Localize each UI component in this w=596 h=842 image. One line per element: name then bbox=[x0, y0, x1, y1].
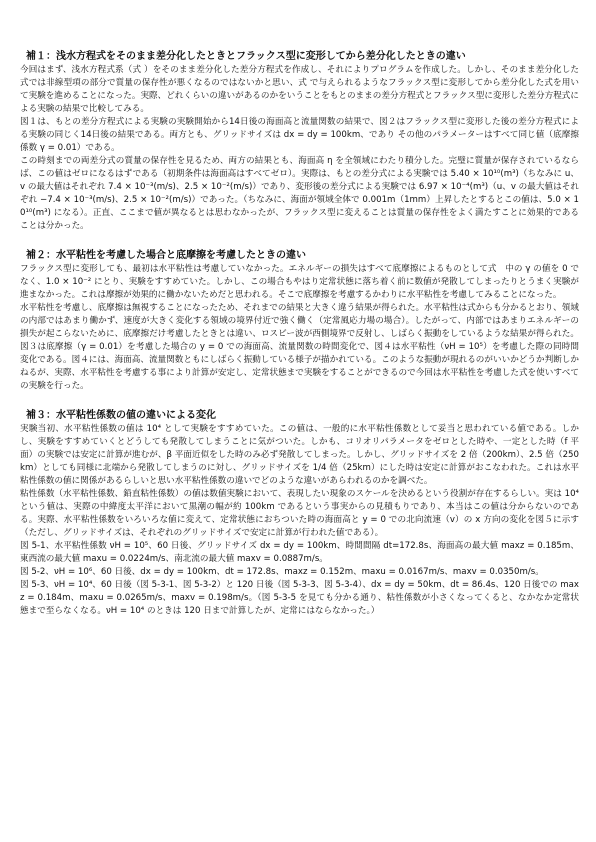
paragraph: フラックス型に変形しても、最初は水平粘性は考慮していなかった。エネルギーの損失はすべて底摩擦によるものとして式 中の γ の値を 0 でなく、1.0 × 10⁻² にとり、実験をすすめていた。しかし、この場合もやはり定常状態に落ち着く前に数値が発散してしまったりとうまく実験が進まなかった。これは摩擦が効果的に働かないためだと思われる。そこで底摩擦を考慮するかわりに水平粘性を考慮してみることになった。 bbox=[20, 264, 579, 300]
figure-note-5-3: 図 5-3、νH = 10⁴、60 日後（図 5-3-1、図 5-3-2）と 120 日後（図 5-3-3、図 5-3-4）、dx = dy = 50km、dt = 86.4s、120 日後での maxz = 0.184m、maxu = 0.0265m/s、maxv = 0.198m/s。（図 5-3-5 を見ても分かる通り、粘性係数が小さくなってくると、なかなか定常状態まで至らなくなる。νH = 10⁴ のときは 120 日まで計算したが、定常にはならなかった。） bbox=[20, 580, 579, 616]
section-heading: 補１：浅水方程式をそのまま差分化したときとフラックス型に変形してから差分化したときの違い bbox=[26, 51, 466, 62]
paragraph: 粘性係数（水平粘性係数、鉛直粘性係数）の値は数値実験において、表現したい現象のスケールを決めるという役割が存在するらしい。実は 10⁴ という値は、実際の中緯度太平洋において黒潮の幅が約 100km であるという事実からの見積もりであり、本当はこの値は分からないのである。実際、水平粘性係数をいろいろな値に変えて、定常状態におちついた時の海面高と y = 0 での北向流速（v）の x 方向の変化を図５に示す（ただし、グリッドサイズは、それぞれのグリッドサイズで安定に計算が行われた値である）。 bbox=[20, 489, 579, 538]
paragraph: 今回はまず、浅水方程式系（式 ）をそのまま差分化した差分方程式を作成し、それによりプログラムを作成した。しかし、そのまま差分化した式では非線型項の部分で質量の保存性が悪くなるのではないかと思い、式 で与えられるようなフラックス型に変形してから差分化した式を用いて実験を進めることになった。実際、どれくらいの違いがあるのかをいうことをもとのままの差分方程式とフラックス型に変形した差分方程式による実験の結果で比較してみる。 bbox=[20, 65, 579, 114]
section-supplement-3 bbox=[20, 409, 579, 618]
figure-note-5-2: 図 5-2、νH = 10⁶、60 日後、dx = dy = 100km、dt = 172.8s、maxz = 0.152m、maxu = 0.0167m/s、maxv = 0.0350m/s。 bbox=[20, 567, 544, 577]
section-supplement-2 bbox=[20, 249, 579, 393]
paragraph: 水平粘性を考慮し、底摩擦は無視することになったため、それまでの結果と大きく違う結果が得られた。水平粘性は式からも分かるとおり、領域の内部ではあまり働かず、速度が大きく変化する領域の境界付近で強く働く（定常風応力場の場合）。したがって、内部ではあまりエネルギーの損失が起こらないために、底摩擦だけ考慮したときとは違い、ロスビー波が西側境界で反射し、しばらく振動をしているような結果が得られた。図３は底摩擦（γ = 0.01）を考慮した場合の y = 0 での海面高、流量関数の時間変化で、図４は水平粘性（νH = 10⁵）を考慮した際の同時間変化である。図４には、海面高、流量関数ともにしばらく振動している様子が描かれている。このような振動が現れるのがいいかどうか判断しかねるが、実際、水平粘性を考慮する事により計算が安定し、定常状態まで実験をすることができるので今回は水平粘性を考慮した式を使いすべての実験を行った。 bbox=[20, 303, 579, 391]
figure-note-5-1: 図 5-1、水平粘性係数 νH = 10⁵、60 日後、グリッドサイズ dx = dy = 100km、時間間隔 dt=172.8s、海面高の最大値 maxz = 0.185m、東西流の最大値 maxu = 0.0224m/s、南北流の最大値 maxv = 0.0887m/s。 bbox=[20, 541, 579, 564]
section-supplement-1 bbox=[20, 50, 579, 233]
paragraph: 実験当初、水平粘性係数の値は 10⁴ として実験をすすめていた。この値は、一般的に水平粘性係数として妥当と思われている値である。しかし、実験をすすめていくとどうしても発散してしまうことに気がついた。しかも、コリオリパラメータをゼロとした時や、一定とした時（f 平面）の実験では安定に計算が進むが、β 平面近似をした時のみ必ず発散してしまった。しかし、グリッドサイズを 2 倍（200km）、2.5 倍（250km）としても同様に北端から発散してしまうのに対し、グリッドサイズを 1/4 倍（25km）にした時は安定に計算がおこなわれた。これは水平粘性係数の値に関係があるらしいと思い水平粘性係数の違いでどのような違いがあらわれるのかを調べた。 bbox=[20, 424, 579, 486]
paragraph: 図１は、もとの差分方程式による実験の実験開始から14日後の海面高と流量関数の結果で、図２はフラックス型に変形した後の差分方程式による実験の同じく14日後の結果である。両方とも、グリッドサイズは dx = dy = 100km、であり その他のパラメーターはすべて同じ値（底摩擦係数 γ = 0.01）である。 bbox=[20, 117, 579, 153]
section-heading: 補３：水平粘性係数の値の違いによる変化 bbox=[26, 410, 216, 421]
paragraph: この時刻までの両差分式の質量の保存性を見るため、両方の結果とも、海面高 η を全領域にわたり積分した。完璧に質量が保存されているならば、この値はゼロになるはずである（初期条件は海面高はすべてゼロ）。実際は、もとの差分式による実験では 5.40 × 10¹⁰(m³)（ちなみに u、v の最大値はそれぞれ 7.4 × 10⁻³(m/s)、2.5 × 10⁻²(m/s)）であり、変形後の差分式による実験では 6.97 × 10⁻⁴(m³)（u、v の最大値はそれぞれ −7.4 × 10⁻³(m/s)、2.5 × 10⁻²(m/s)）であった。（ちなみに、海面が領域全体で 0.001m（1mm）上昇したとするとこの値は、5.0 × 10¹⁰(m³) になる）。正直、ここまで値が異なるとは思わなかったが、フラックス型に変えることは質量の保存性をよく満たすことに効果的であることは分かった。 bbox=[20, 156, 579, 231]
section-heading: 補２：水平粘性を考慮した場合と底摩擦を考慮したときの違い bbox=[26, 250, 306, 261]
